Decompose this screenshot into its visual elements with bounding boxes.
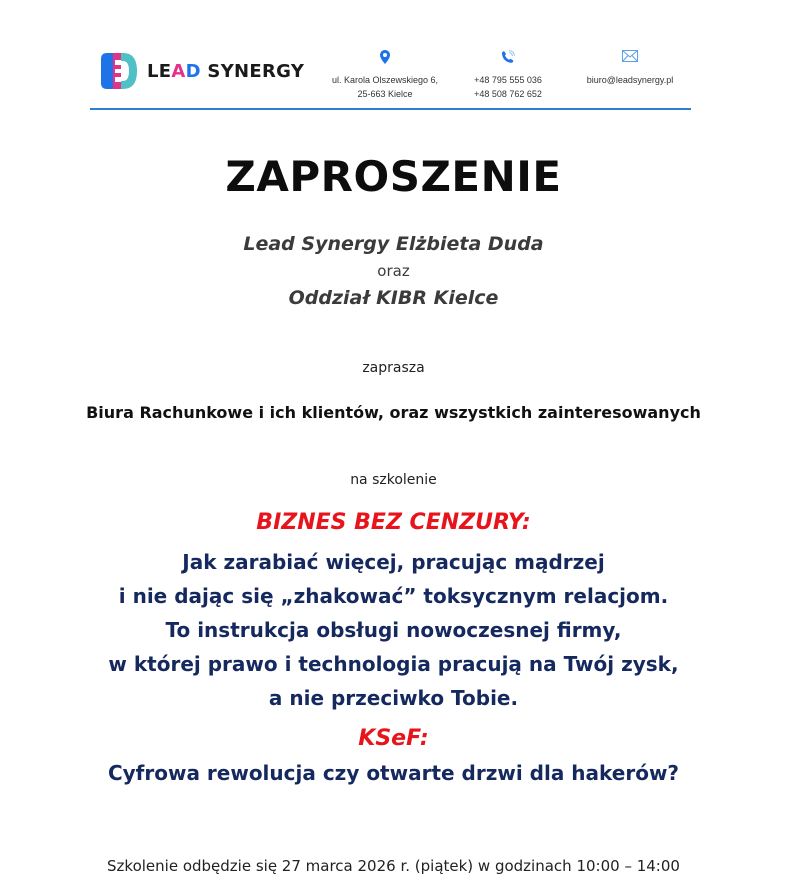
logo-text-le: LE	[147, 60, 172, 82]
envelope-icon	[575, 50, 685, 66]
contact-address	[322, 50, 448, 101]
map-pin-icon	[322, 50, 448, 66]
topic-1-line: a nie przeciwko Tobie.	[268, 686, 519, 710]
phone-number-1[interactable]: +48 795 555 036	[474, 75, 542, 85]
organizer-1: Lead Synergy Elżbieta Duda	[243, 233, 544, 255]
contact-email	[575, 50, 685, 87]
address-line-2: 25-663 Kielce	[357, 89, 413, 99]
document-title: ZAPROSZENIE	[225, 152, 562, 201]
email-address[interactable]: biuro@leadsynergy.pl	[586, 75, 674, 85]
logo-text-d: D	[185, 60, 201, 82]
topic-1-description	[0, 545, 787, 715]
topic-2-description: Cyfrowa rewolucja czy otwarte drzwi dla hakerów?	[107, 761, 680, 785]
company-logo	[99, 51, 304, 91]
topic-1-line: Jak zarabiać więcej, pracując mądrzej	[182, 550, 605, 574]
phone-icon	[458, 50, 558, 66]
topic-1-line: To instrukcja obsługi nowoczesnej firmy,	[165, 618, 622, 642]
logo-text-a: A	[171, 60, 186, 82]
lead-synergy-logo-icon	[99, 51, 139, 91]
topic-2-title: KSeF:	[358, 726, 429, 751]
topic-1-line: i nie dając się „zhakować” toksycznym relacjom.	[118, 584, 669, 608]
logo-wordmark	[147, 61, 304, 82]
contact-phone	[458, 50, 558, 101]
audience-text: Biura Rachunkowe i ich klientów, oraz wszystkich zainteresowanych	[86, 403, 701, 422]
invites-text: zaprasza	[362, 360, 425, 376]
letterhead	[90, 44, 691, 110]
header-divider	[90, 108, 691, 110]
conjunction: oraz	[377, 262, 410, 280]
event-type-text: na szkolenie	[350, 472, 437, 488]
address-line-1: ul. Karola Olszewskiego 6,	[331, 75, 439, 85]
schedule-text: Szkolenie odbędzie się 27 marca 2026 r. (piątek) w godzinach 10:00 – 14:00	[107, 857, 680, 875]
logo-text-synergy: SYNERGY	[200, 60, 305, 82]
organizer-2: Oddział KIBR Kielce	[288, 287, 499, 309]
topic-1-title: BIZNES BEZ CENZURY:	[256, 510, 531, 535]
phone-number-2[interactable]: +48 508 762 652	[474, 89, 542, 99]
topic-1-line: w której prawo i technologia pracują na Twój zysk,	[108, 652, 679, 676]
